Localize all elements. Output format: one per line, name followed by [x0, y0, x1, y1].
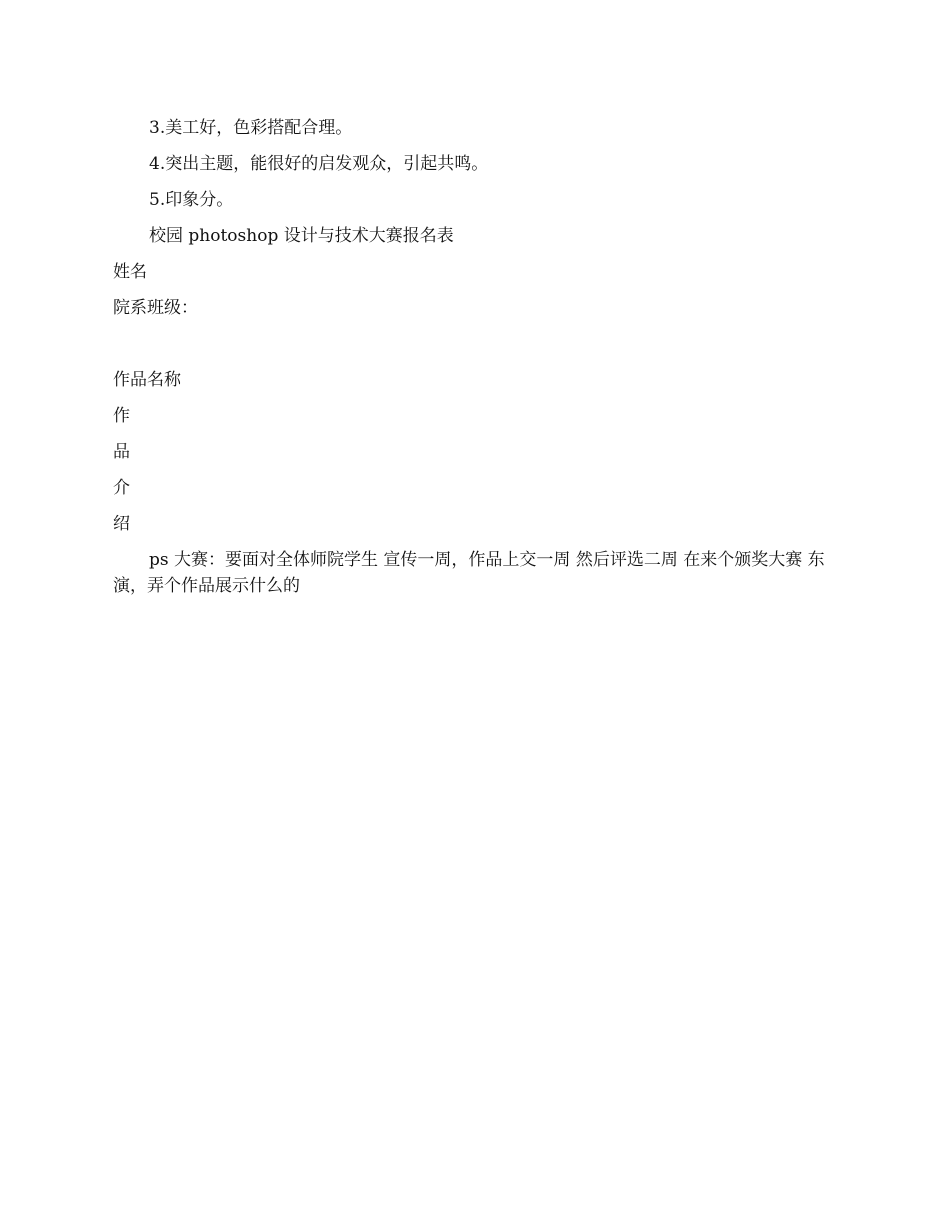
form-title: 校园 photoshop 设计与技术大赛报名表 [149, 226, 454, 246]
field-name-label: 姓名 [113, 262, 147, 282]
criterion-5: 5.印象分。 [149, 190, 234, 210]
criterion-4: 4.突出主题，能很好的启发观众，引起共鸣。 [149, 154, 489, 174]
field-intro-char-4: 绍 [113, 514, 130, 534]
field-department-label: 院系班级： [113, 298, 198, 318]
contest-note-paragraph: ps 大赛：要面对全体师院学生 宣传一周，作品上交一周 然后评选二周 在来个颁奖大赛 东演，弄个作品展示什么的 [113, 550, 825, 596]
field-work-title-label: 作品名称 [113, 370, 181, 390]
field-intro-char-3: 介 [113, 478, 130, 498]
blank-line [113, 326, 840, 362]
field-intro-char-1: 作 [113, 406, 130, 426]
criterion-3: 3.美工好，色彩搭配合理。 [149, 118, 353, 138]
document-body [113, 110, 840, 599]
field-intro-char-2: 品 [113, 442, 130, 462]
